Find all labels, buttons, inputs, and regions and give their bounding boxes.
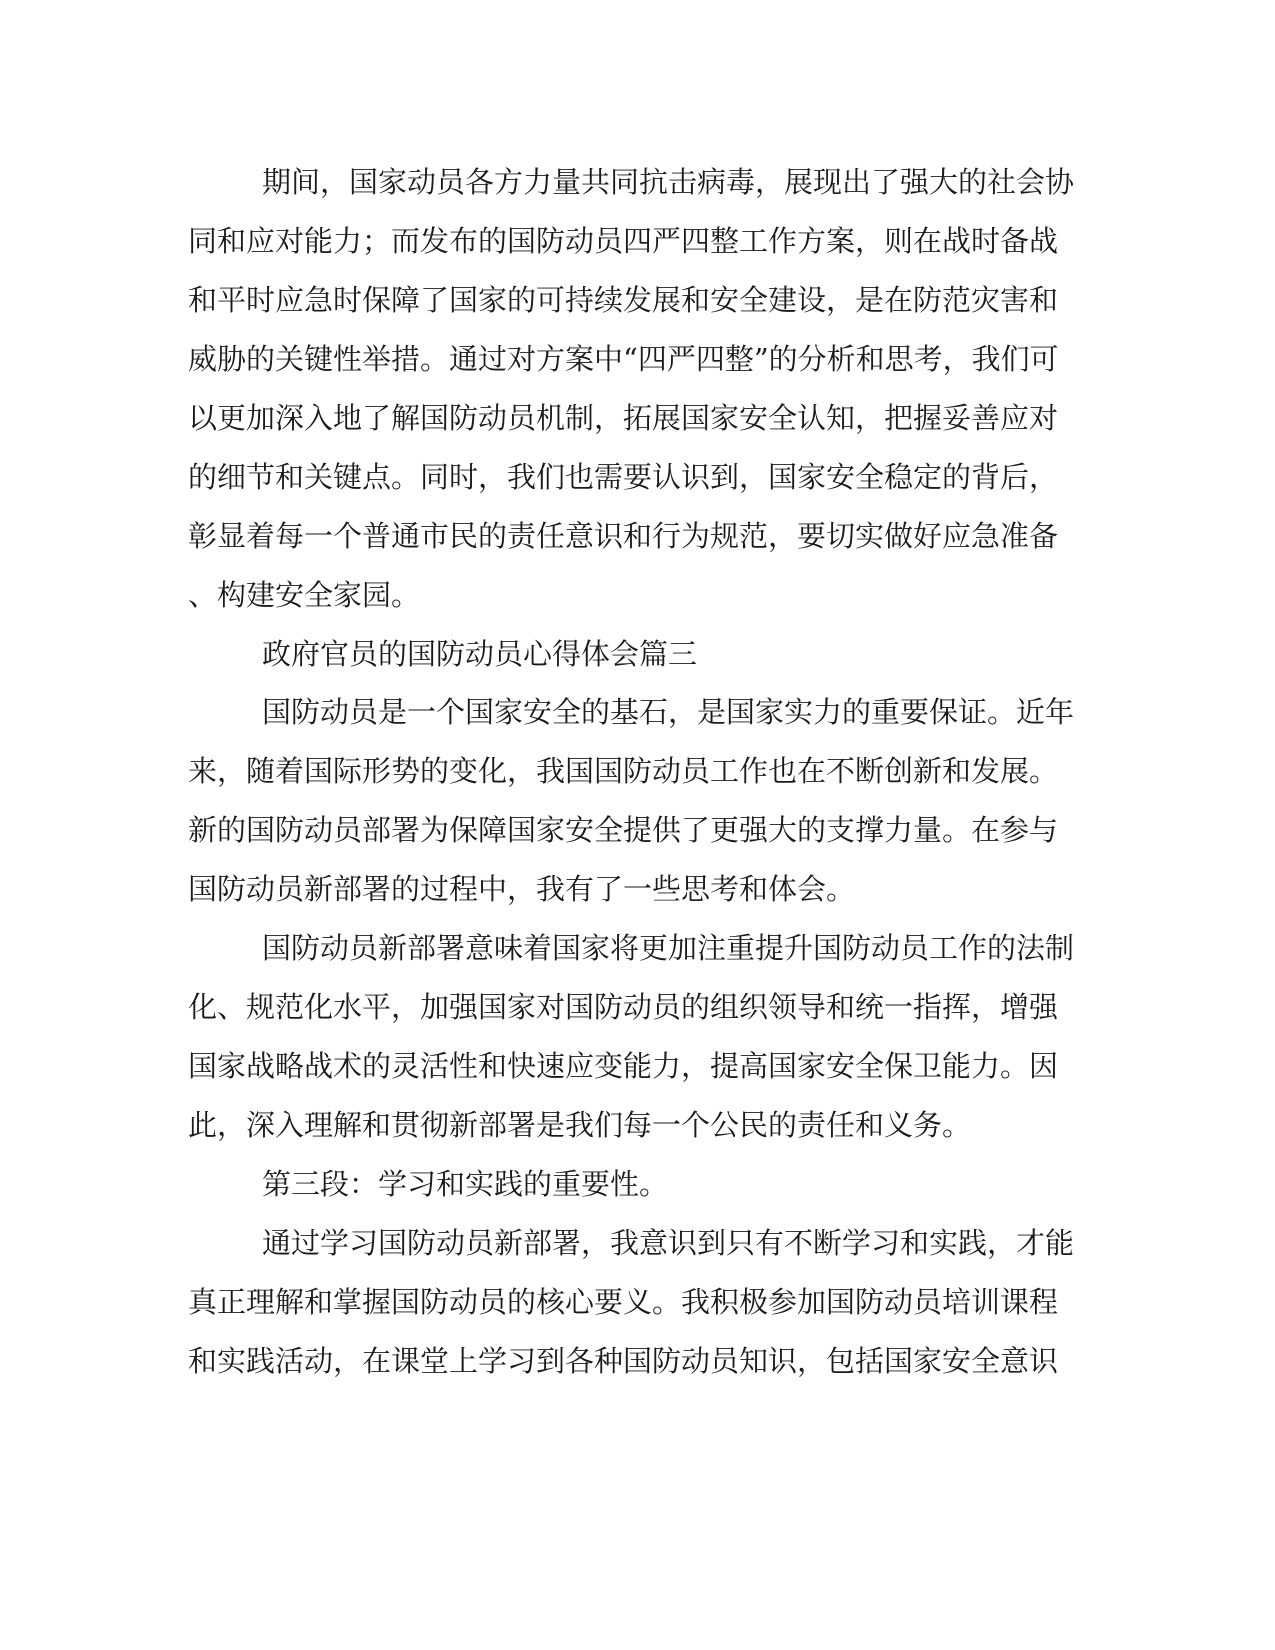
paragraph-2-line-2: 来，随着国际形势的变化，我国国防动员工作也在不断创新和发展。 (188, 754, 1059, 788)
paragraph-2-line-4: 国防动员新部署的过程中，我有了一些思考和体会。 (188, 872, 856, 906)
paragraph-1-line-5: 以更加深入地了解国防动员机制，拓展国家安全认知，把握妥善应对 (188, 401, 1059, 435)
paragraph-3-line-1: 国防动员新部署意味着国家将更加注重提升国防动员工作的法制 (262, 931, 1075, 965)
paragraph-1-line-7: 彰显着每一个普通市民的责任意识和行为规范，要切实做好应急准备 (188, 519, 1059, 553)
paragraph-1-line-3: 和平时应急时保障了国家的可持续发展和安全建设，是在防范灾害和 (188, 283, 1059, 317)
paragraph-1-line-4: 威胁的关键性举措。通过对方案中“四严四整”的分析和思考，我们可 (188, 342, 1059, 376)
subsection-heading: 第三段：学习和实践的重要性。 (262, 1167, 669, 1201)
paragraph-3-line-4: 此，深入理解和贯彻新部署是我们每一个公民的责任和义务。 (188, 1108, 972, 1142)
paragraph-2-line-1: 国防动员是一个国家安全的基石，是国家实力的重要保证。近年 (262, 695, 1075, 729)
paragraph-2-line-3: 新的国防动员部署为保障国家安全提供了更强大的支撑力量。在参与 (188, 813, 1059, 847)
paragraph-3-line-3: 国家战略战术的灵活性和快速应变能力，提高国家安全保卫能力。因 (188, 1049, 1059, 1083)
paragraph-1-line-6: 的细节和关键点。同时，我们也需要认识到，国家安全稳定的背后， (188, 460, 1059, 494)
paragraph-3-line-2: 化、规范化水平，加强国家对国防动员的组织领导和统一指挥，增强 (188, 990, 1059, 1024)
paragraph-1-line-1: 期间，国家动员各方力量共同抗击病毒，展现出了强大的社会协 (262, 165, 1075, 199)
paragraph-4-line-2: 真正理解和掌握国防动员的核心要义。我积极参加国防动员培训课程 (188, 1285, 1059, 1319)
paragraph-1-line-2: 同和应对能力；而发布的国防动员四严四整工作方案，则在战时备战 (188, 224, 1059, 258)
section-heading: 政府官员的国防动员心得体会篇三 (262, 637, 698, 671)
paragraph-4-line-1: 通过学习国防动员新部署，我意识到只有不断学习和实践，才能 (262, 1226, 1075, 1260)
paragraph-1-line-8: 、构建安全家园。 (188, 578, 421, 612)
paragraph-4-line-3: 和实践活动，在课堂上学习到各种国防动员知识，包括国家安全意识 (188, 1344, 1059, 1378)
